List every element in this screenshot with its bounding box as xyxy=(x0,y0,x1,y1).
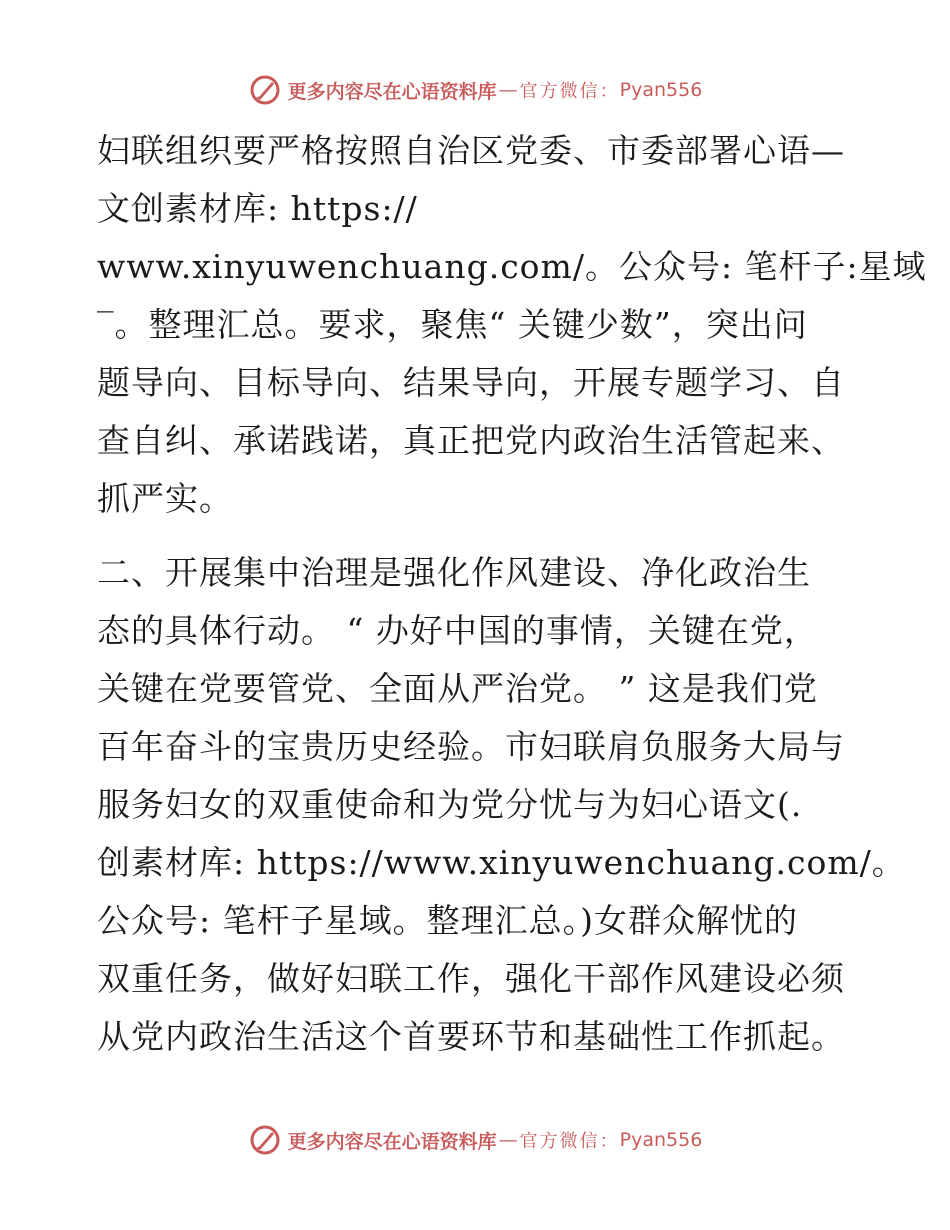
quill-logo-icon xyxy=(248,1123,282,1157)
text-line: 妇联组织要严格按照自治区党委、市委部署心语— xyxy=(97,131,845,170)
banner-dash: — xyxy=(498,79,518,101)
quill-logo-icon xyxy=(248,73,282,107)
text-line: 抓严实。 xyxy=(97,479,233,518)
text-line: 态的具体行动。 “ 办好中国的事情，关键在党， xyxy=(97,611,818,650)
banner-brand: 更多内容尽在心语资料库 xyxy=(287,80,497,103)
text-line: 百年奋斗的宝贵历史经验。市妇联肩负服务大局与 xyxy=(97,727,845,766)
header-banner xyxy=(0,70,950,110)
footer-banner xyxy=(0,1120,950,1160)
banner-wechat-label: 官方微信： xyxy=(519,81,620,102)
text-line: 从党内政治生活这个首要环节和基础性工作抓起。 xyxy=(97,1017,845,1056)
text-line: 公众号: 笔杆子星域。整理汇总。)女群众解忧的 xyxy=(97,901,798,940)
banner-dash: — xyxy=(498,1129,518,1151)
text-line: www.xinyuwenchuang.com/。公众号: 笔杆子:星域 xyxy=(97,247,927,286)
banner-brand: 更多内容尽在心语资料库 xyxy=(287,1130,497,1153)
banner-wechat-id: Pyan556 xyxy=(619,79,703,101)
text-line: 二、开展集中治理是强化作风建设、净化政治生 xyxy=(97,553,811,592)
banner-wechat-id: Pyan556 xyxy=(619,1129,703,1151)
text-line: 文创素材库: https:// xyxy=(97,189,418,228)
text-line: ‾。整理汇总。要求，聚焦“ 关键少数”，突出问 xyxy=(97,305,808,344)
document-body xyxy=(97,122,927,1066)
text-line: 双重任务，做好妇联工作，强化干部作风建设必须 xyxy=(97,959,845,998)
text-line: 题导向、目标导向、结果导向，开展专题学习、自 xyxy=(97,363,845,402)
text-line: 关键在党要管党、全面从严治党。 ” 这是我们党 xyxy=(97,669,818,708)
text-line: 创素材库: https://www.xinyuwenchuang.com/。 xyxy=(97,843,906,882)
paragraph-1 xyxy=(97,122,927,528)
banner-wechat-label: 官方微信： xyxy=(519,1131,620,1152)
paragraph-2 xyxy=(97,544,906,1066)
text-line: 查自纠、承诺践诺，真正把党内政治生活管起来、 xyxy=(97,421,845,460)
text-line: 服务妇女的双重使命和为党分忧与为妇心语文(. xyxy=(97,785,803,824)
